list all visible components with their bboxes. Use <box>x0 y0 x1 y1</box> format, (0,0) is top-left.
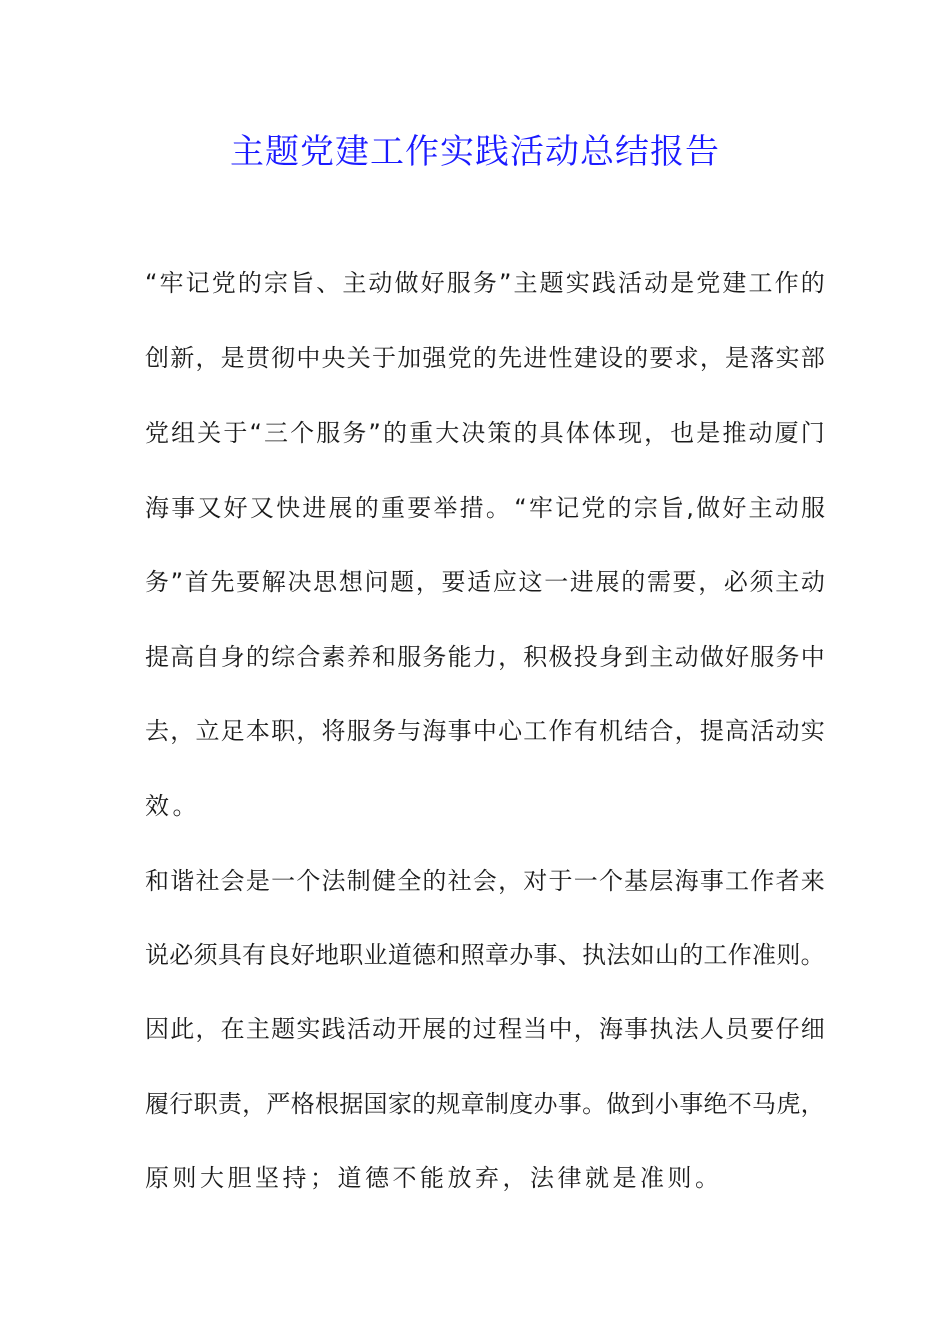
body-text-line: 履 行 职 责 ， 严 格 根 据 国 家 的 规 章 制 度 办 事 。 做 到 小 事 绝 不 马 虎 ， <box>145 1090 825 1118</box>
body-text-line: 原则大胆坚持；道德不能放弃，法律就是准则。 <box>145 1164 723 1192</box>
body-text-line: 去 ， 立 足 本 职 ， 将 服 务 与 海 事 中 心 工 作 有 机 结 合 ， 提 高 活 动 实 <box>145 717 825 745</box>
body-text-line: 务 ” 首 先 要 解 决 思 想 问 题 ， 要 适 应 这 一 进 展 的 需 要 ， 必 须 主 动 <box>145 568 825 596</box>
body-text-line: 海 事 又 好 又 快 进 展 的 重 要 举 措 。 “ 牢 记 党 的 宗 旨 , 做 好 主 动 服 <box>145 494 825 522</box>
body-text-line: 党 组 关 于 “ 三 个 服 务 ” 的 重 大 决 策 的 具 体 体 现 ， 也 是 推 动 厦 门 <box>145 419 825 447</box>
body-text-line: 提 高 自 身 的 综 合 素 养 和 服 务 能 力 ， 积 极 投 身 到 主 动 做 好 服 务 中 <box>145 643 825 671</box>
body-text-line: 效。 <box>145 792 200 820</box>
body-text-line: “ 牢 记 党 的 宗 旨 、 主 动 做 好 服 务 ” 主 题 实 践 活 动 是 党 建 工 作 的 <box>145 269 825 297</box>
body-text-line: 和 谐 社 会 是 一 个 法 制 健 全 的 社 会 ， 对 于 一 个 基 层 海 事 工 作 者 来 <box>145 867 825 895</box>
body-text-line: 创 新 ， 是 贯 彻 中 央 关 于 加 强 党 的 先 进 性 建 设 的 要 求 ， 是 落 实 部 <box>145 344 825 372</box>
body-text-line: 说 必 须 具 有 良 好 地 职 业 道 德 和 照 章 办 事 、 执 法 如 山 的 工 作 准 则 。 <box>145 941 825 969</box>
body-text-line: 因 此 ， 在 主 题 实 践 活 动 开 展 的 过 程 当 中 ， 海 事 执 法 人 员 要 仔 细 <box>145 1015 825 1043</box>
document-title: 主题党建工作实践活动总结报告 <box>230 132 720 172</box>
